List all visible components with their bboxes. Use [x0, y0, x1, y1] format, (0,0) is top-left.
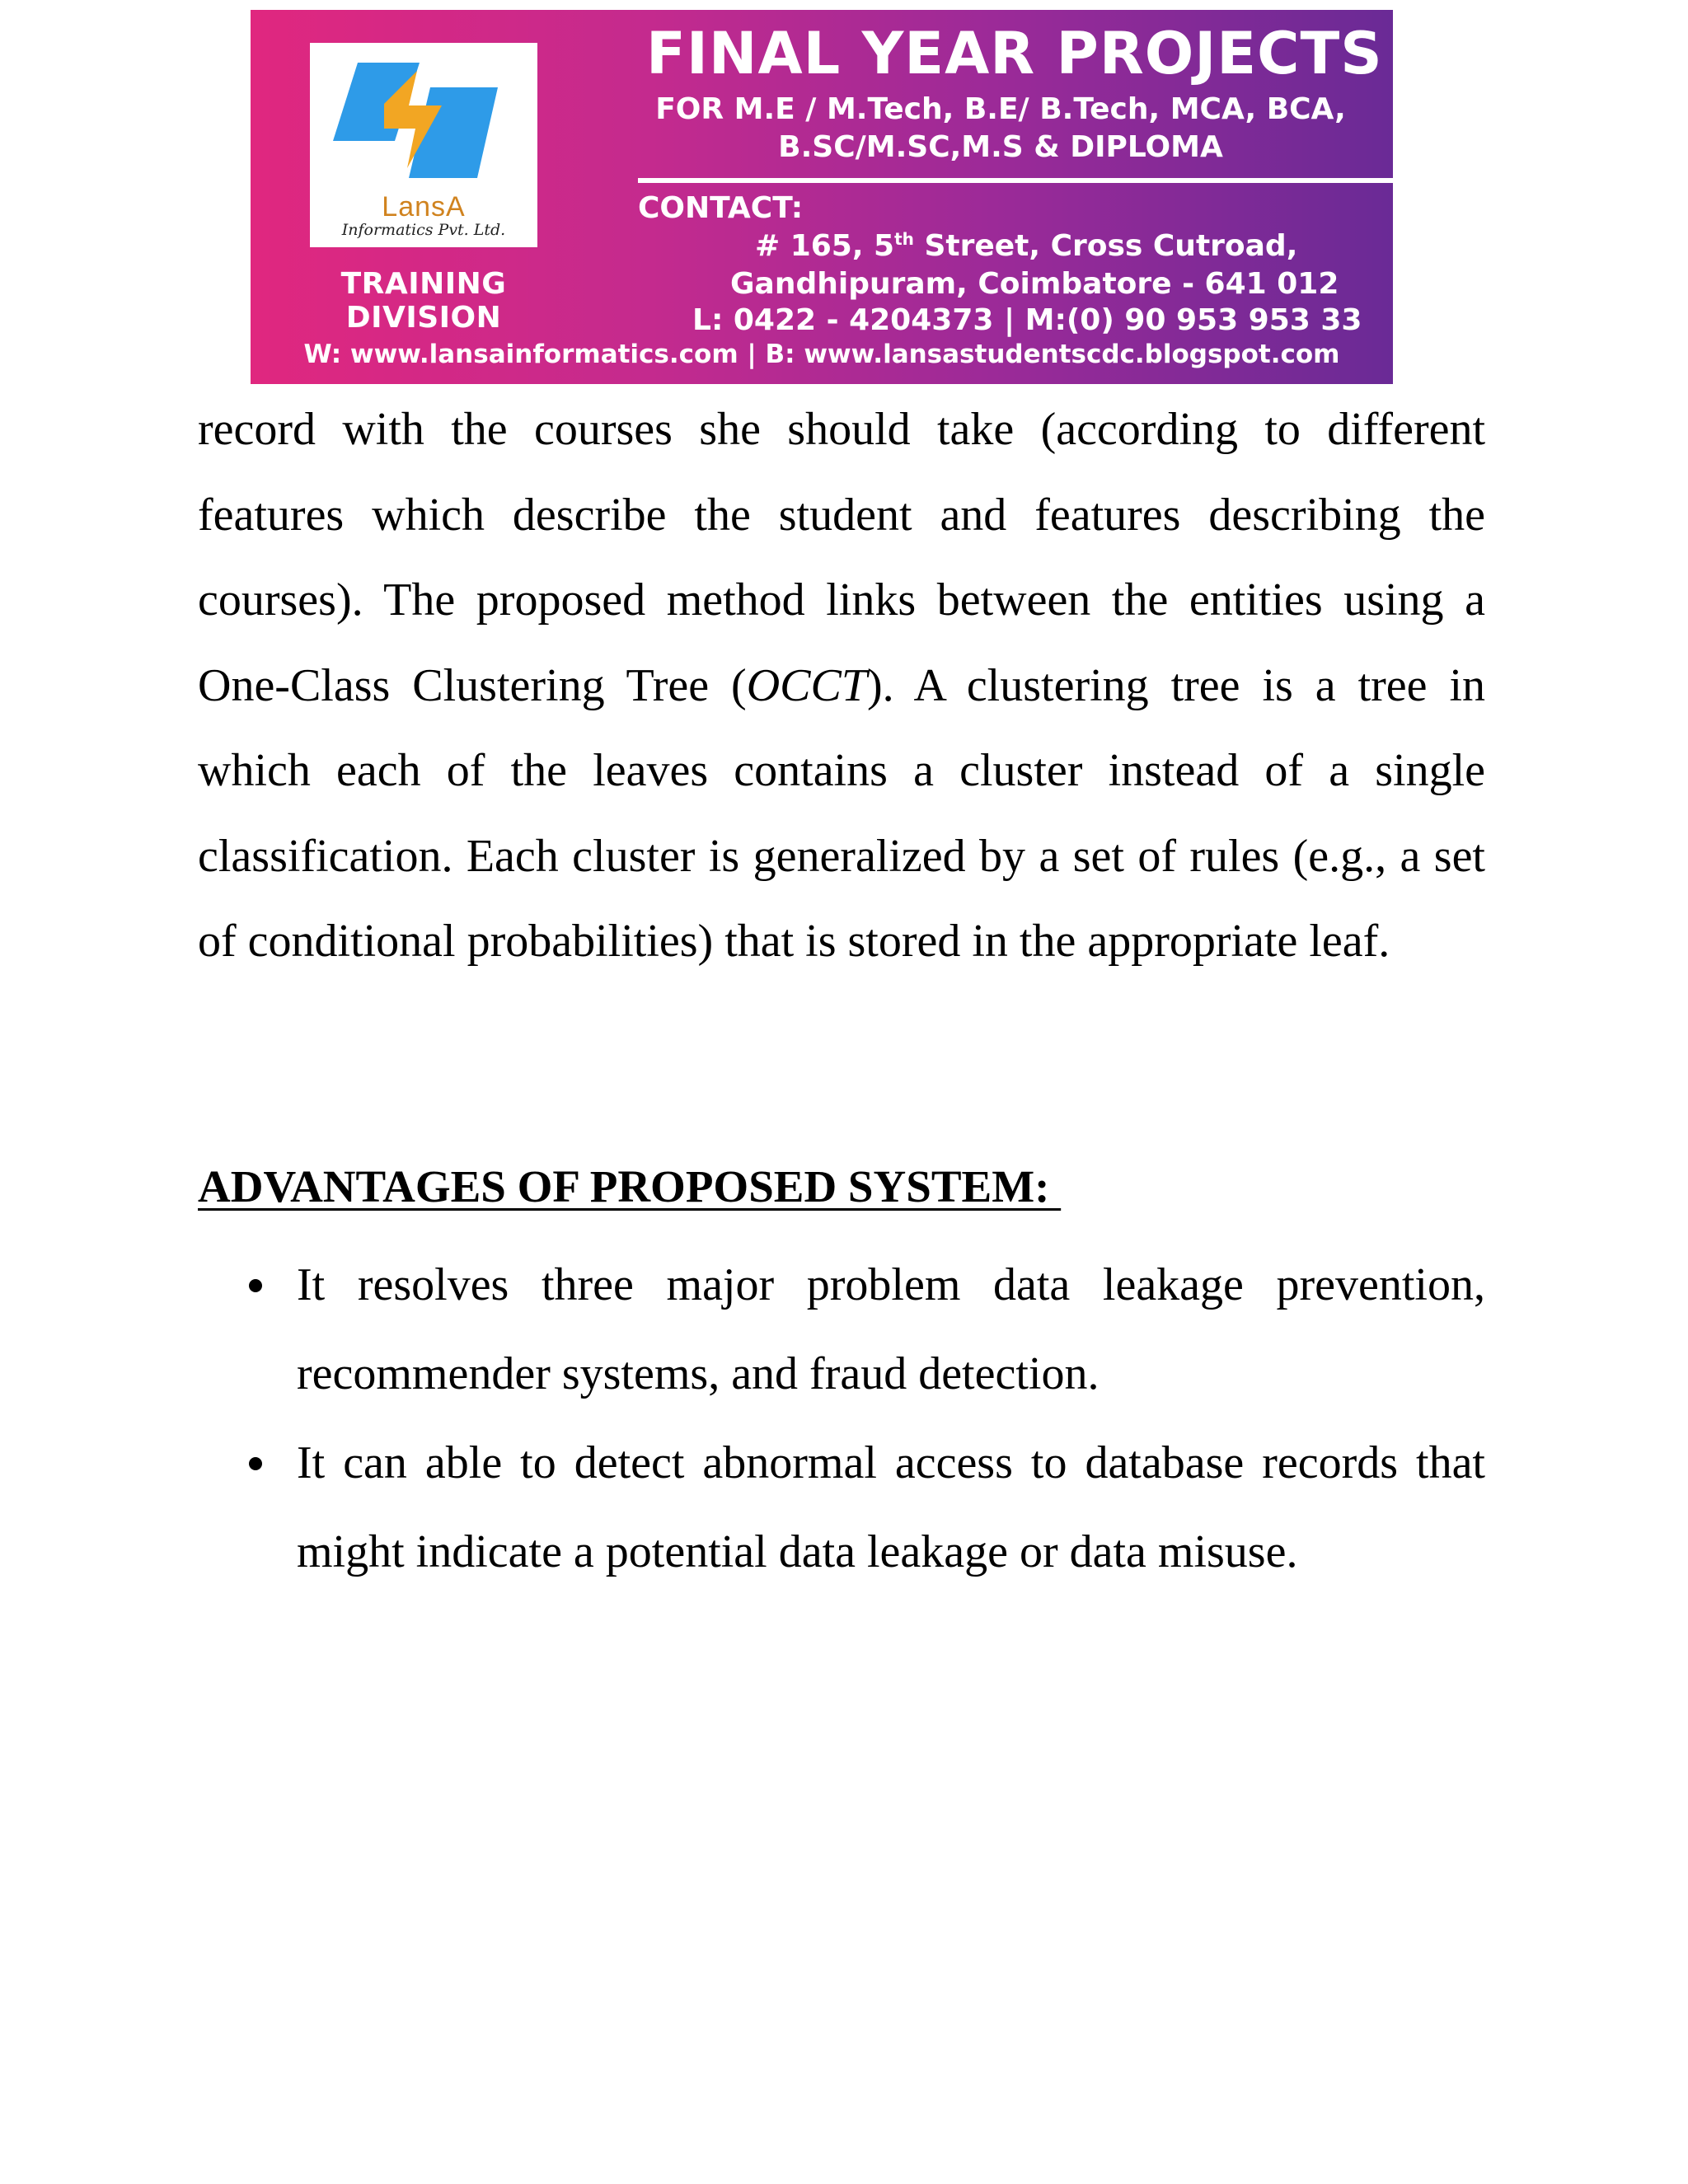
advantages-list: [198, 1240, 1485, 1596]
contact-label: CONTACT:: [638, 191, 804, 225]
advantages-heading: ADVANTAGES OF PROPOSED SYSTEM:: [198, 1161, 1062, 1212]
logo-tagline: Informatics Pvt. Ltd.: [341, 221, 506, 239]
bullet-icon: [249, 1457, 262, 1470]
list-item: It can able to detect abnormal access to database records that might indicate a potential data leakage or data misuse.: [198, 1418, 1485, 1596]
occt-abbreviation: OCCT: [746, 659, 868, 711]
phone-line: L: 0422 - 4204373 | M:(0) 90 953 953 33: [692, 303, 1362, 337]
address-line2: Gandhipuram, Coimbatore - 641 012: [730, 267, 1339, 301]
list-item: It resolves three major problem data leakage prevention, recommender systems, and fraud detection.: [198, 1240, 1485, 1418]
website-line: W: www.lansainformatics.com | B: www.lansastudentscdc.blogspot.com: [303, 340, 1340, 369]
banner-title: FINAL YEAR PROJECTS: [646, 20, 1383, 87]
description-paragraph: record with the courses she should take (according to different features which describe the student and features describing the courses). The proposed method links between the entities using a One-Class Clustering Tree (OCCT). A clustering tree is a tree in which each of the leaves contains a cluster instead of a single classification. Each cluster is generalized by a set of rules (e.g., a set of conditional probabilities) that is stored in the appropriate leaf.: [198, 404, 1486, 967]
address-line1: # 165, 5th Street, Cross Cutroad,: [755, 229, 1298, 263]
banner-divider: [638, 178, 1393, 183]
banner-subtitle-line1: FOR M.E / M.Tech, B.E/ B.Tech, MCA, BCA,: [655, 92, 1346, 126]
bullet-icon: [249, 1279, 262, 1292]
project-banner: [251, 10, 1393, 384]
company-logo: [310, 43, 537, 247]
lansa-logo-icon: [333, 54, 516, 196]
logo-name: LansA: [382, 191, 466, 223]
training-division-label: TRAINING DIVISION: [340, 267, 507, 335]
banner-subtitle-line2: B.SC/M.SC,M.S & DIPLOMA: [778, 130, 1223, 164]
